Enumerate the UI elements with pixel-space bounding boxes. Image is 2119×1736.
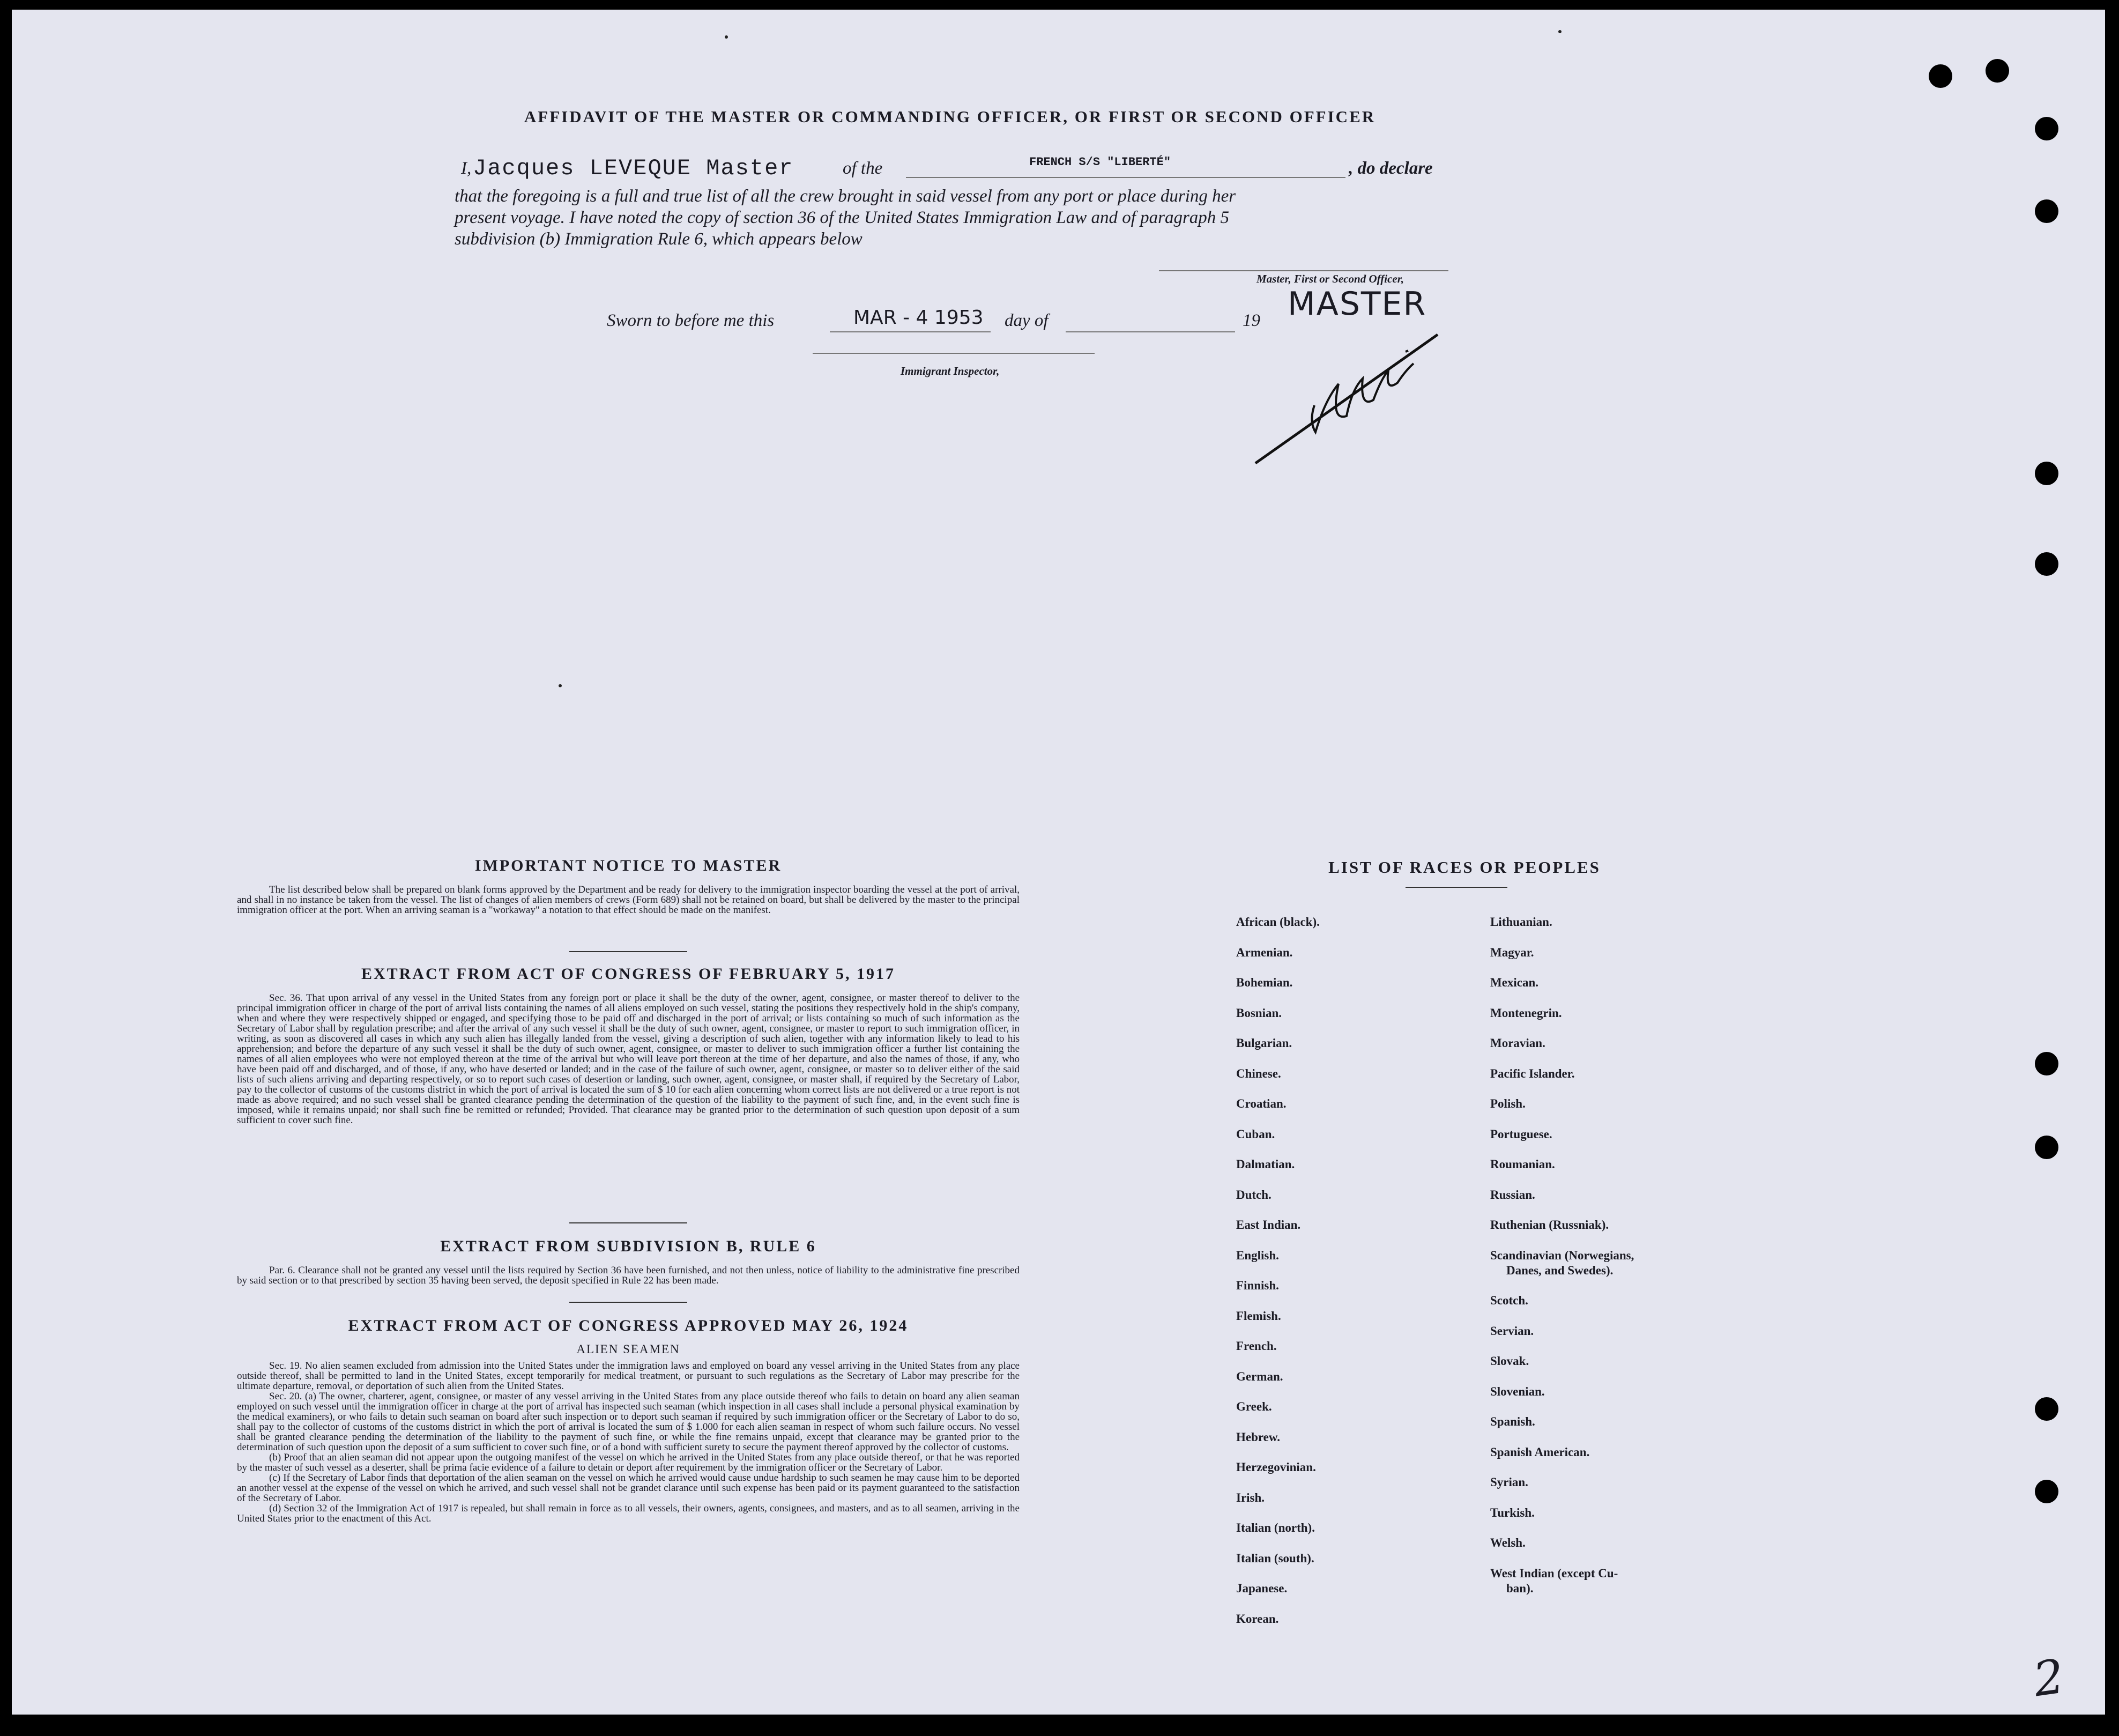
year-prefix: 19 (1243, 311, 1260, 330)
extract-1917-heading: EXTRACT FROM ACT OF CONGRESS OF FEBRUARY 5, 1917 (361, 965, 896, 983)
race-item: Dalmatian. (1236, 1158, 1295, 1171)
race-item: English. (1236, 1248, 1279, 1262)
race-item: Danes, and Swedes). (1506, 1263, 1614, 1277)
document-page (12, 10, 2105, 1715)
vessel-line (906, 177, 1345, 178)
vessel-name: FRENCH S/S "LIBERTÉ" (1029, 155, 1171, 169)
extract-1924-body (237, 1361, 1020, 1524)
section-divider (569, 1302, 687, 1303)
race-item: Irish. (1236, 1490, 1265, 1504)
speck (725, 35, 728, 39)
punch-hole (2035, 199, 2058, 223)
race-item: Finnish. (1236, 1279, 1279, 1292)
race-item: Welsh. (1490, 1536, 1526, 1549)
rule6-heading: EXTRACT FROM SUBDIVISION B, RULE 6 (440, 1237, 816, 1255)
of-the-text: of the (843, 159, 883, 178)
punch-hole (2035, 1052, 2058, 1075)
affidavit-body-line-2: present voyage. I have noted the copy of section 36 of the United States Immigration Law and of paragraph 5 (455, 208, 1230, 227)
race-item: Scotch. (1490, 1294, 1528, 1307)
race-item: Korean. (1236, 1612, 1279, 1626)
race-item: Italian (south). (1236, 1551, 1314, 1565)
inspector-caption: Immigrant Inspector, (901, 365, 1000, 377)
sec-20b-paragraph: (b) Proof that an alien seaman did not appear upon the outgoing manifest of the vessel on which he arrived in the United States from any place outside thereof, or that he was reported by the master of such vessel as a deserter, shall be prima facie evidence of a failure to detain or deport after requirement by the immigration officer or the Secretary of Labor. (237, 1452, 1020, 1473)
race-item: Moravian. (1490, 1036, 1545, 1050)
race-item: Scandinavian (Norwegians, (1490, 1248, 1634, 1262)
section-divider (569, 1222, 687, 1223)
race-item: Mexican. (1490, 976, 1539, 989)
race-item: East Indian. (1236, 1218, 1301, 1231)
alien-seamen-subheading: ALIEN SEAMEN (576, 1342, 680, 1356)
race-item: Bulgarian. (1236, 1036, 1292, 1050)
race-item: West Indian (except Cu- (1490, 1566, 1618, 1580)
punch-hole (2035, 1480, 2058, 1503)
sworn-date-line (830, 331, 991, 332)
affidavit-body-line-1: that the foregoing is a full and true list of all the crew brought in said vessel from any port or place during her (455, 187, 1236, 206)
punch-hole (2035, 462, 2058, 485)
sec-20a-paragraph: Sec. 20. (a) The owner, charterer, agent, consignee, or master of any vessel arriving in the United States from any place outside thereof who fails to detain on board any alien seaman employed on such vessel until the immigration officer in charge at the port of arrival has inspected such seaman (which inspection in all cases shall include a personal physical examination by the medical examiners), or who fails to detain such seaman on board after such inspection or to deport such seaman if required by such immigration officer or the Secretary of Labor to do so, shall pay to the collector of customs of the customs district in which the port of arrival is located the sum of $ 1.000 for each alien seaman in respect of whom such failure occurs. No vessel shall be granted clearance pending the determination of the liability to the payment of such fine, or while the fine remains unpaid, except that clearance may be granted prior to the determination of such question upon the deposit of a sum sufficient to cover such fine, or of a bond with sufficient surety to secure the payment thereof approved by the collector of customs. (237, 1391, 1020, 1453)
speck (1558, 30, 1562, 33)
race-item: Slovak. (1490, 1354, 1529, 1368)
races-heading: LIST OF RACES OR PEOPLES (1328, 858, 1601, 877)
races-heading-underline (1406, 887, 1507, 888)
extract-1924-heading: EXTRACT FROM ACT OF CONGRESS APPROVED MAY 26, 1924 (348, 1317, 909, 1334)
race-item: Lithuanian. (1490, 915, 1552, 929)
race-item: Bosnian. (1236, 1006, 1282, 1020)
race-item: Polish. (1490, 1097, 1526, 1110)
race-item: Japanese. (1236, 1582, 1288, 1595)
race-item: Magyar. (1490, 945, 1534, 959)
punch-hole (2035, 1136, 2058, 1159)
extract-1917-text: Sec. 36. That upon arrival of any vessel in the United States from any foreign port or place it shall be the duty of the owner, agent, consignee, or master thereof to deliver to the principal immigration officer in charge of the port of arrival lists containing the names of all aliens employed on such vessel, stating the positions they respectively hold in the ship's company, when and where they were respectively shipped or engaged, and specifying those to be paid off and discharged in the port of arrival; or lists containing so much of such information as the Secretary of Labor shall by regulation prescribe; and after the arrival of any such vessel it shall be the duty of such owner, agent, consignee, or master to report to such immigration officer, in writing, as soon as discovered all cases in which any such alien has illegally landed from the vessel, giving a description of such alien, together with any information likely to lead to his apprehension; and before the departure of any such vessel it shall be the duty of such owner, agent, consignee, or master to deliver to such immigration officer a further list containing the names of all alien employees who were not employed thereon at the time of the arrival but who will leave port thereon at the time of her departure, and also the names of those, if any, who have been paid off and discharged, and of those, if any, who have deserted or landed; and in the case of the failure of such owner, agent, consignee, or master so to deliver either of the said lists of such aliens arriving and departing respectively, or so to report such cases of desertion or landing, such owner, agent, consignee, or master shall, if required by the Secretary of Labor, pay to the collector of customs of the customs district in which the port of arrival is located the sum of $ 10 for each alien concerning whom correct lists are not delivered or a true report is not made as above required; and no such vessel shall be granted clearance pending the determination of the question of the liability to the payment of such fine, and, in the event such fine is imposed, while it remains unpaid; nor shall such fine be remitted or refunded; Provided. That clearance may be granted prior to the determination of such question upon deposit of a sum sufficient to cover such fine. (237, 992, 1020, 1126)
race-item: Hebrew. (1236, 1430, 1280, 1444)
day-of-line (1066, 331, 1235, 332)
sec-19-paragraph: Sec. 19. No alien seamen excluded from admission into the United States under the immigration laws and employed on board any vessel arriving in the United States from any place outside thereof, shall be permitted to land in the United States, except temporarily for medical treatment, or pursuant to such regulations as the Secretary of Labor may prescribe for the ultimate departure, removal, or deportation of such alien from the United States. (237, 1360, 1020, 1392)
race-item: Cuban. (1236, 1127, 1275, 1141)
punch-hole (2035, 117, 2058, 140)
race-item: French. (1236, 1339, 1277, 1353)
do-declare-text: , do declare (1349, 159, 1433, 178)
officer-signature-line (1159, 270, 1448, 271)
handwritten-signature (1245, 320, 1459, 475)
rule6-text: Par. 6. Clearance shall not be granted any vessel until the lists required by Section 36 have been furnished, and not then unless, notice of liability to the administrative fine prescribed by said section or to that prescribed by section 35 having been served, the deposit specified in Rule 22 has been made. (237, 1265, 1020, 1286)
sworn-date: MAR - 4 1953 (853, 307, 984, 329)
race-item: Italian (north). (1236, 1521, 1315, 1534)
affidavit-body-line-3: subdivision (b) Immigration Rule 6, which appears below (455, 229, 863, 249)
notice-text: The list described below shall be prepared on blank forms approved by the Department and be ready for delivery to the immigration inspector boarding the vessel at the port of arrival, and shall in no instance be taken from the vessel. The list of changes of alien members of crews (Form 689) shall not be retained on board, but shall be delivered by the master to the principal immigration officer at the port. When an arriving seaman is a "workaway" a notation to that effect should be made on the manifest. (237, 884, 1020, 916)
race-item: Syrian. (1490, 1475, 1528, 1489)
race-item: Slovenian. (1490, 1384, 1545, 1398)
race-item: Pacific Islander. (1490, 1066, 1575, 1080)
notice-heading: IMPORTANT NOTICE TO MASTER (474, 857, 782, 874)
punch-hole (1986, 59, 2009, 83)
race-item: Croatian. (1236, 1097, 1287, 1110)
section-divider (569, 951, 687, 952)
master-line (461, 155, 1458, 182)
punch-hole (2035, 552, 2058, 576)
sec-20c-paragraph: (c) If the Secretary of Labor finds that deportation of the alien seaman on the vessel on which he arrived would cause undue hardship to such seamen he may cause him to be deported an another vessel at the expense of the vessel on which he arrived, and such vessel shall not be grandet clarance until such expense has been paid or its payment guaranteed to the satisfaction of the Secretary of Labor. (237, 1472, 1020, 1504)
race-item: Portuguese. (1490, 1127, 1552, 1141)
punch-hole (2035, 1397, 2058, 1421)
race-item: Greek. (1236, 1400, 1272, 1413)
race-item: African (black). (1236, 915, 1320, 929)
race-item: Bohemian. (1236, 976, 1293, 989)
race-item: Flemish. (1236, 1309, 1281, 1323)
i-prefix: I, (461, 159, 472, 178)
officer-stamp: MASTER (1288, 285, 1427, 323)
race-item: Montenegrin. (1490, 1006, 1562, 1020)
affidavit-title: AFFIDAVIT OF THE MASTER OR COMMANDING OFFICER, OR FIRST OR SECOND OFFICER (524, 107, 1376, 126)
race-item: ban). (1506, 1581, 1534, 1595)
punch-hole (1929, 64, 1952, 88)
race-item: Dutch. (1236, 1188, 1272, 1201)
day-of-text: day of (1005, 311, 1049, 330)
race-item: Spanish American. (1490, 1445, 1590, 1459)
master-name: Jacques LEVEQUE Master (473, 155, 794, 181)
page-number-mark: 2 (2030, 1648, 2068, 1708)
officer-caption: Master, First or Second Officer, (1256, 272, 1404, 285)
race-item: Russian. (1490, 1188, 1535, 1201)
sec-20d-paragraph: (d) Section 32 of the Immigration Act of 1917 is repealed, but shall remain in force as to all vessels, their owners, agents, consignees, and masters, and as to all seamen, arriving in the United States prior to the enactment of this Act. (237, 1503, 1020, 1524)
race-item: Roumanian. (1490, 1158, 1555, 1171)
race-item: Ruthenian (Russniak). (1490, 1218, 1609, 1231)
race-item: Armenian. (1236, 945, 1293, 959)
sworn-prefix: Sworn to before me this (607, 311, 775, 330)
speck (559, 684, 562, 687)
race-item: Chinese. (1236, 1066, 1281, 1080)
race-item: German. (1236, 1369, 1283, 1383)
inspector-signature-line (813, 353, 1095, 354)
race-item: Turkish. (1490, 1505, 1535, 1519)
race-item: Servian. (1490, 1324, 1534, 1338)
race-item: Herzegovinian. (1236, 1460, 1316, 1474)
race-item: Spanish. (1490, 1415, 1535, 1428)
